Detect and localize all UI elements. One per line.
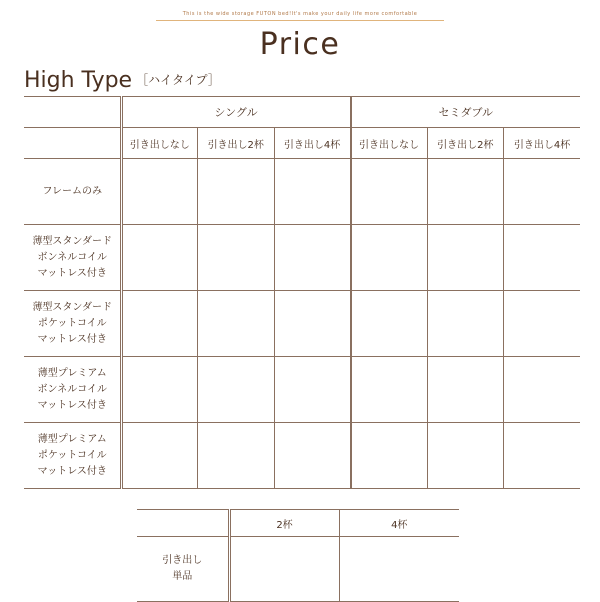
row-label-line: マットレス付き	[37, 267, 107, 279]
row-label-line: マットレス付き	[37, 399, 107, 411]
row-label-line: ポケットコイル	[37, 317, 107, 329]
table-row	[24, 225, 580, 291]
tagline: This is the wide storage FUTON bed!It's make your daily life more comfortable	[182, 11, 418, 17]
price-cell	[198, 423, 275, 489]
price-cell	[504, 357, 581, 423]
price-cell	[121, 423, 198, 489]
row-label-line: 単品	[172, 571, 193, 582]
column-header: 引き出しなし	[121, 128, 198, 159]
row-label	[24, 159, 121, 225]
row-label	[24, 357, 121, 423]
price-cell	[351, 357, 428, 423]
corner-cell	[24, 128, 121, 159]
price-cell	[504, 291, 581, 357]
column-header: 引き出し2杯	[198, 128, 275, 159]
row-label	[137, 537, 229, 602]
price-cell	[198, 291, 275, 357]
price-cell	[351, 423, 428, 489]
section-heading	[24, 68, 220, 93]
price-cell	[351, 225, 428, 291]
table-row	[24, 291, 580, 357]
price-cell	[121, 291, 198, 357]
price-cell	[229, 537, 339, 602]
row-label-line: 薄型プレミアム	[37, 433, 107, 445]
price-cell	[351, 159, 428, 225]
row-label-line: 引き出し	[162, 555, 203, 566]
price-table	[24, 96, 580, 489]
row-label-line: ボンネルコイル	[37, 251, 107, 263]
row-label-line: ボンネルコイル	[37, 383, 107, 395]
price-cell	[504, 423, 581, 489]
price-cell	[274, 357, 351, 423]
price-cell	[274, 225, 351, 291]
price-cell	[427, 159, 504, 225]
price-cell	[427, 423, 504, 489]
row-label-line: 薄型スタンダード	[32, 301, 113, 313]
column-header: 4杯	[339, 510, 459, 537]
price-cell	[121, 159, 198, 225]
size-header-row	[24, 97, 580, 128]
column-header: 引き出しなし	[351, 128, 428, 159]
row-label-line: 薄型スタンダード	[32, 235, 113, 247]
price-cell	[427, 225, 504, 291]
section-title: High Type	[24, 68, 133, 93]
table-row	[137, 537, 459, 602]
price-cell	[504, 225, 581, 291]
row-label-line: ポケットコイル	[37, 449, 107, 461]
corner-cell	[24, 97, 121, 128]
size-group-single: シングル	[121, 97, 351, 128]
section-subtitle: ［ハイタイプ］	[136, 73, 220, 87]
price-cell	[427, 357, 504, 423]
row-label-line: フレームのみ	[42, 185, 103, 197]
row-label-line: 薄型プレミアム	[37, 367, 107, 379]
table-row	[24, 159, 580, 225]
column-header: 引き出し2杯	[427, 128, 504, 159]
price-cell	[339, 537, 459, 602]
row-label	[24, 423, 121, 489]
price-cell	[121, 357, 198, 423]
row-label-line: マットレス付き	[37, 333, 107, 345]
price-cell	[274, 291, 351, 357]
price-cell	[427, 291, 504, 357]
table-row	[24, 357, 580, 423]
corner-cell	[137, 510, 229, 537]
size-group-semidouble: セミダブル	[351, 97, 581, 128]
row-label	[24, 225, 121, 291]
column-header: 引き出し4杯	[274, 128, 351, 159]
price-cell	[274, 159, 351, 225]
option-header-row	[24, 128, 580, 159]
table-row	[24, 423, 580, 489]
row-label-line: マットレス付き	[37, 465, 107, 477]
row-label	[24, 291, 121, 357]
drawer-price-table	[137, 509, 459, 602]
price-cell	[274, 423, 351, 489]
page-title: Price	[259, 27, 341, 62]
price-cell	[121, 225, 198, 291]
price-cell	[504, 159, 581, 225]
price-cell	[351, 291, 428, 357]
price-cell	[198, 357, 275, 423]
column-header: 引き出し4杯	[504, 128, 581, 159]
top-divider	[156, 20, 444, 21]
price-cell	[198, 159, 275, 225]
drawer-header-row	[137, 510, 459, 537]
price-cell	[198, 225, 275, 291]
column-header: 2杯	[229, 510, 339, 537]
